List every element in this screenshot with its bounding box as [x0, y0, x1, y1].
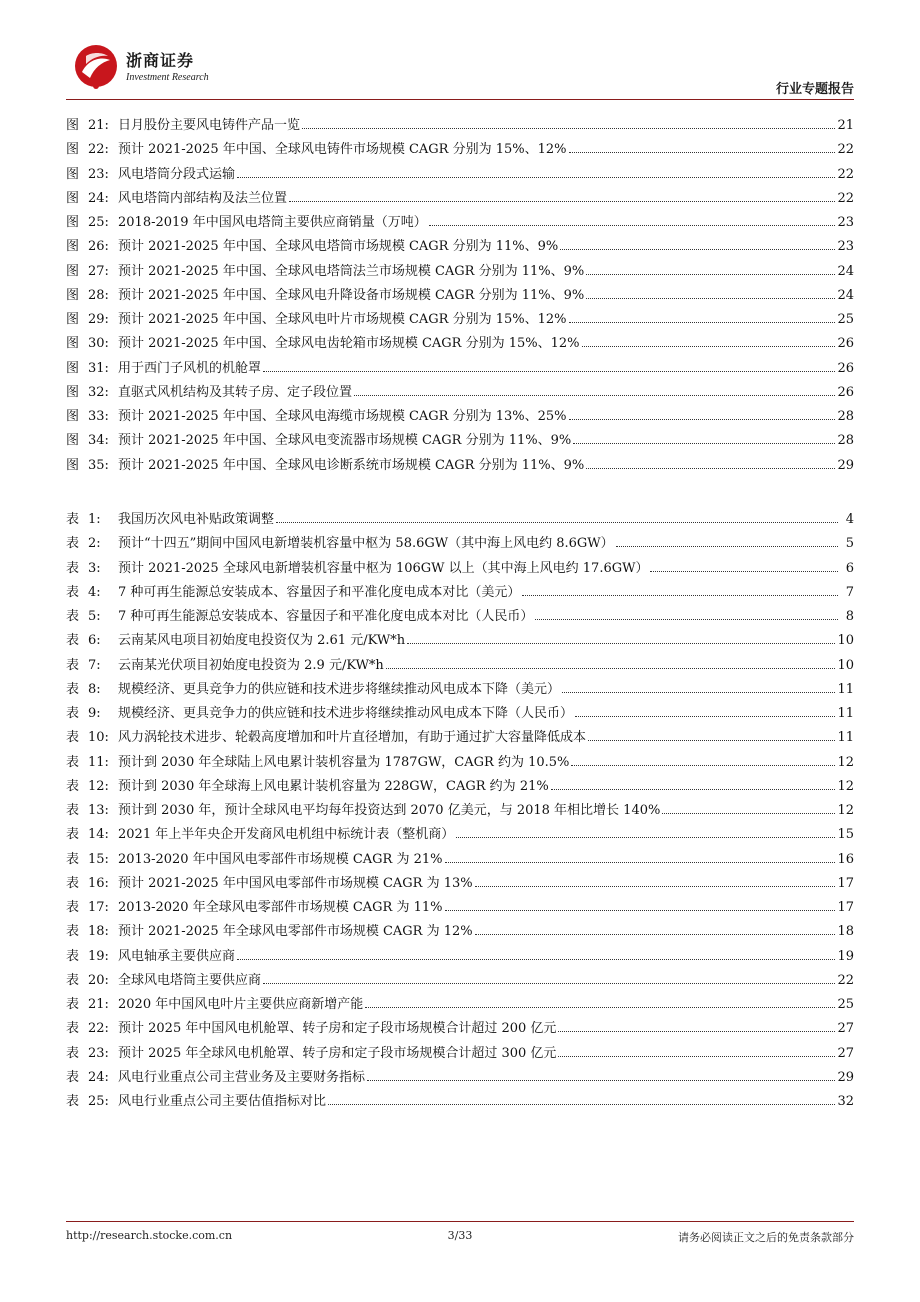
entry-kind: 图 — [66, 215, 80, 230]
entry-kind: 表 — [66, 900, 80, 915]
figure-entry[interactable] — [66, 308, 854, 332]
page-header — [0, 0, 920, 100]
entry-number: 6: — [88, 633, 101, 649]
entry-number: 23: — [88, 1045, 109, 1061]
entry-kind: 表 — [66, 1045, 80, 1061]
entry-number: 22: — [88, 142, 109, 158]
entry-page: 21 — [837, 118, 854, 133]
header-divider — [66, 99, 854, 100]
entry-page: 26 — [837, 336, 854, 352]
figure-entry[interactable] — [66, 357, 854, 381]
entry-title: 预计“十四五”期间中国风电新增装机容量中枢为 58.6GW（其中海上风电约 8.6GW） — [118, 536, 614, 552]
entry-number: 22: — [88, 1021, 109, 1037]
entry-title: 预计 2021-2025 年中国、全球风电海缆市场规模 CAGR 分别为 13%、25% — [118, 409, 567, 424]
figure-entry[interactable] — [66, 332, 854, 356]
entry-kind: 表 — [66, 681, 80, 697]
entry-title: 全球风电塔筒主要供应商 — [118, 972, 262, 988]
entry-title: 直驱式风机结构及其转子房、定子段位置 — [118, 384, 353, 400]
entry-title: 预计 2021-2025 年全球风电零部件市场规模 CAGR 为 12% — [118, 924, 473, 940]
entry-page: 22 — [837, 972, 854, 988]
brand-name-cn: 浙商证券 — [126, 51, 195, 70]
entry-number: 19: — [88, 948, 109, 964]
table-entry[interactable] — [66, 872, 854, 896]
entry-page: 7 — [845, 584, 854, 600]
entry-page: 15 — [837, 827, 854, 843]
report-type-label: 行业专题报告 — [775, 82, 854, 97]
entry-title: 预计 2021-2025 年中国、全球风电升降设备市场规模 CAGR 分别为 11%、9% — [118, 287, 585, 303]
dot-leader — [354, 395, 835, 396]
dot-leader — [407, 643, 835, 644]
entry-title: 规模经济、更具竞争力的供应链和技术进步将继续推动风电成本下降（人民币） — [118, 706, 574, 721]
entry-kind: 表 — [66, 730, 80, 746]
entry-page: 26 — [837, 384, 854, 400]
entry-kind: 图 — [66, 433, 80, 449]
table-entry[interactable] — [66, 848, 854, 872]
entry-kind: 表 — [66, 609, 80, 624]
entry-number: 32: — [88, 384, 109, 400]
dot-leader — [328, 1104, 835, 1105]
entry-title: 7 种可再生能源总安装成本、容量因子和平准化度电成本对比（人民币） — [118, 609, 534, 624]
entry-page: 29 — [837, 457, 854, 473]
dot-leader — [263, 983, 835, 984]
dot-leader — [302, 128, 835, 129]
dot-leader — [582, 346, 836, 347]
dot-leader — [650, 571, 838, 572]
dot-leader — [562, 692, 835, 693]
entry-kind: 表 — [66, 948, 80, 964]
table-entry[interactable] — [66, 726, 854, 750]
entry-number: 35: — [88, 457, 109, 473]
disclaimer-note: 请务必阅读正文之后的免责条款部分 — [678, 1231, 854, 1244]
entry-title: 预计 2025 年中国风电机舱罩、转子房和定子段市场规模合计超过 200 亿元 — [118, 1021, 557, 1037]
entry-title: 预计 2021-2025 年中国、全球风电铸件市场规模 CAGR 分别为 15%、12% — [118, 142, 567, 158]
entry-number: 16: — [88, 875, 109, 891]
dot-leader — [475, 886, 836, 887]
entry-kind: 表 — [66, 560, 80, 576]
figure-entry[interactable] — [66, 114, 854, 138]
table-entry[interactable] — [66, 702, 854, 726]
dot-leader — [558, 1031, 835, 1032]
entry-kind: 图 — [66, 457, 80, 473]
entry-number: 30: — [88, 336, 109, 352]
table-entry[interactable] — [66, 532, 854, 556]
entry-number: 28: — [88, 287, 109, 303]
footer-url[interactable]: http://research.stocke.com.cn — [66, 1229, 233, 1242]
entry-title: 风电轴承主要供应商 — [118, 948, 236, 964]
table-entry[interactable] — [66, 654, 854, 678]
page-indicator: 3/33 — [447, 1229, 473, 1242]
dot-leader — [535, 619, 838, 620]
entry-kind: 表 — [66, 875, 80, 891]
entry-number: 24: — [88, 1069, 109, 1085]
entry-title: 2013-2020 年中国风电零部件市场规模 CAGR 为 21% — [118, 851, 443, 867]
entry-kind: 表 — [66, 1021, 80, 1037]
entry-number: 25: — [88, 215, 109, 230]
entry-title: 我国历次风电补贴政策调整 — [118, 512, 275, 527]
entry-title: 预计 2021-2025 年中国、全球风电变流器市场规模 CAGR 分别为 11%、9% — [118, 433, 572, 449]
entry-kind: 图 — [66, 118, 80, 133]
table-entry[interactable] — [66, 508, 854, 532]
entry-title: 规模经济、更具竞争力的供应链和技术进步将继续推动风电成本下降（美元） — [118, 681, 561, 697]
entry-page: 25 — [837, 312, 854, 327]
entry-page: 6 — [845, 560, 854, 576]
table-entry[interactable] — [66, 678, 854, 702]
figure-entry[interactable] — [66, 211, 854, 235]
entry-kind: 表 — [66, 851, 80, 867]
dot-leader — [560, 249, 835, 250]
entry-title: 云南某光伏项目初始度电投资为 2.9 元/KW*h — [118, 657, 384, 673]
entry-number: 21: — [88, 997, 109, 1012]
entry-title: 日月股份主要风电铸件产品一览 — [118, 118, 301, 133]
entry-page: 5 — [845, 536, 854, 552]
entry-page: 19 — [837, 948, 854, 964]
entry-page: 12 — [837, 803, 854, 818]
entry-kind: 图 — [66, 142, 80, 158]
entry-kind: 图 — [66, 360, 80, 376]
entry-kind: 表 — [66, 657, 80, 673]
dot-leader — [237, 177, 835, 178]
entry-page: 29 — [837, 1069, 854, 1085]
dot-leader — [662, 813, 835, 814]
figure-entry[interactable] — [66, 260, 854, 284]
entry-page: 23 — [837, 239, 854, 255]
entry-kind: 图 — [66, 263, 80, 279]
dot-leader — [569, 322, 836, 323]
entry-number: 3: — [88, 560, 101, 576]
entry-page: 8 — [845, 609, 854, 624]
table-entry[interactable] — [66, 920, 854, 944]
entry-number: 10: — [88, 730, 109, 746]
table-entry[interactable] — [66, 823, 854, 847]
dot-leader — [558, 1056, 835, 1057]
entry-kind: 表 — [66, 584, 80, 600]
entry-kind: 图 — [66, 166, 80, 182]
entry-kind: 表 — [66, 778, 80, 794]
entry-number: 1: — [88, 512, 101, 527]
dot-leader — [429, 225, 836, 226]
entry-page: 11 — [837, 681, 854, 697]
dot-leader — [586, 468, 835, 469]
entry-page: 22 — [837, 166, 854, 182]
entry-number: 23: — [88, 166, 109, 182]
table-entry[interactable] — [66, 775, 854, 799]
table-entry[interactable] — [66, 896, 854, 920]
entry-kind: 表 — [66, 972, 80, 988]
entry-page: 11 — [837, 730, 854, 746]
figure-entry[interactable] — [66, 429, 854, 453]
entry-kind: 图 — [66, 384, 80, 400]
dot-leader — [586, 298, 835, 299]
entry-number: 17: — [88, 900, 109, 915]
entry-number: 13: — [88, 803, 109, 818]
entry-page: 22 — [837, 142, 854, 158]
entry-kind: 表 — [66, 536, 80, 552]
entry-number: 24: — [88, 190, 109, 206]
entry-number: 27: — [88, 263, 109, 279]
entry-number: 12: — [88, 778, 109, 794]
entry-title: 预计到 2030 年全球海上风电累计装机容量为 228GW，CAGR 约为 21% — [118, 778, 549, 794]
figure-entry[interactable] — [66, 454, 854, 478]
entry-number: 7: — [88, 657, 101, 673]
entry-number: 26: — [88, 239, 109, 255]
dot-leader — [289, 201, 835, 202]
dot-leader — [445, 862, 836, 863]
entry-page: 16 — [837, 851, 854, 867]
entry-number: 25: — [88, 1094, 109, 1109]
entry-kind: 表 — [66, 803, 80, 818]
entry-kind: 图 — [66, 287, 80, 303]
entry-number: 18: — [88, 924, 109, 940]
table-entry[interactable] — [66, 945, 854, 969]
entry-page: 28 — [837, 409, 854, 424]
dot-leader — [588, 740, 835, 741]
table-entry[interactable] — [66, 751, 854, 775]
entry-kind: 图 — [66, 239, 80, 255]
table-entry[interactable] — [66, 605, 854, 629]
entry-page: 32 — [837, 1094, 854, 1109]
figure-entry[interactable] — [66, 138, 854, 162]
entry-title: 风电塔筒内部结构及法兰位置 — [118, 190, 288, 206]
entry-title: 7 种可再生能源总安装成本、容量因子和平准化度电成本对比（美元） — [118, 584, 521, 600]
entry-page: 10 — [837, 657, 854, 673]
entry-title: 预计 2021-2025 年中国、全球风电齿轮箱市场规模 CAGR 分别为 15%、12% — [118, 336, 580, 352]
dot-leader — [367, 1080, 835, 1081]
figure-list — [66, 114, 854, 478]
entry-kind: 图 — [66, 312, 80, 327]
entry-title: 风电塔筒分段式运输 — [118, 166, 236, 182]
dot-leader — [575, 716, 835, 717]
entry-kind: 图 — [66, 336, 80, 352]
dot-leader — [475, 934, 836, 935]
entry-kind: 图 — [66, 190, 80, 206]
entry-number: 5: — [88, 609, 101, 624]
entry-title: 2021 年上半年央企开发商风电机组中标统计表（整机商） — [118, 827, 455, 843]
dot-leader — [522, 595, 838, 596]
table-entry[interactable] — [66, 1090, 854, 1114]
dot-leader — [276, 522, 838, 523]
table-entry[interactable] — [66, 993, 854, 1017]
entry-kind: 表 — [66, 827, 80, 843]
entry-title: 风电行业重点公司主要估值指标对比 — [118, 1094, 327, 1109]
entry-number: 31: — [88, 360, 109, 376]
dot-leader — [569, 152, 836, 153]
entry-title: 预计 2021-2025 年中国、全球风电塔筒市场规模 CAGR 分别为 11%、9% — [118, 239, 559, 255]
entry-title: 预计到 2030 年全球陆上风电累计装机容量为 1787GW，CAGR 约为 10.5% — [118, 754, 570, 770]
entry-page: 10 — [837, 633, 854, 649]
entry-title: 预计 2021-2025 年中国风电零部件市场规模 CAGR 为 13% — [118, 875, 473, 891]
entry-page: 22 — [837, 190, 854, 206]
entry-title: 2018-2019 年中国风电塔筒主要供应商销量（万吨） — [118, 215, 427, 230]
entry-page: 24 — [837, 287, 854, 303]
dot-leader — [551, 789, 836, 790]
entry-title: 2013-2020 年全球风电零部件市场规模 CAGR 为 11% — [118, 900, 443, 915]
entry-number: 34: — [88, 433, 109, 449]
figure-entry[interactable] — [66, 405, 854, 429]
brand-name-en: Investment Research — [126, 72, 209, 83]
entry-title: 风电行业重点公司主营业务及主要财务指标 — [118, 1069, 366, 1085]
entry-page: 27 — [837, 1021, 854, 1037]
entry-page: 11 — [837, 706, 854, 721]
entry-number: 29: — [88, 312, 109, 327]
dot-leader — [263, 371, 835, 372]
entry-number: 14: — [88, 827, 109, 843]
entry-title: 预计 2021-2025 全球风电新增装机容量中枢为 106GW 以上（其中海上风电约 17.6GW） — [118, 560, 649, 576]
entry-title: 预计 2025 年全球风电机舱罩、转子房和定子段市场规模合计超过 300 亿元 — [118, 1045, 557, 1061]
entry-kind: 表 — [66, 1069, 80, 1085]
dot-leader — [569, 419, 836, 420]
table-entry[interactable] — [66, 1042, 854, 1066]
entry-page: 25 — [837, 997, 854, 1012]
dot-leader — [616, 546, 838, 547]
entry-kind: 表 — [66, 633, 80, 649]
table-entry[interactable] — [66, 1066, 854, 1090]
entry-title: 预计到 2030 年，预计全球风电平均每年投资达到 2070 亿美元，与 2018 年相比增长 140% — [118, 803, 661, 818]
entry-page: 4 — [845, 512, 854, 527]
table-entry[interactable] — [66, 557, 854, 581]
table-entry[interactable] — [66, 581, 854, 605]
entry-number: 2: — [88, 536, 101, 552]
entry-page: 28 — [837, 433, 854, 449]
entry-number: 33: — [88, 409, 109, 424]
figure-entry[interactable] — [66, 163, 854, 187]
entry-kind: 表 — [66, 706, 80, 721]
entry-title: 风力涡轮技术进步、轮毂高度增加和叶片直径增加，有助于通过扩大容量降低成本 — [118, 730, 587, 746]
entry-number: 21: — [88, 118, 109, 133]
figure-entry[interactable] — [66, 381, 854, 405]
entry-page: 18 — [837, 924, 854, 940]
table-entry[interactable] — [66, 799, 854, 823]
entry-page: 17 — [837, 900, 854, 915]
dot-leader — [586, 274, 835, 275]
table-entry[interactable] — [66, 629, 854, 653]
entry-title: 用于西门子风机的机舱罩 — [118, 360, 262, 376]
entry-page: 27 — [837, 1045, 854, 1061]
dot-leader — [571, 765, 835, 766]
entry-kind: 表 — [66, 997, 80, 1012]
entry-number: 20: — [88, 972, 109, 988]
entry-title: 预计 2021-2025 年中国、全球风电叶片市场规模 CAGR 分别为 15%、12% — [118, 312, 567, 327]
entry-page: 23 — [837, 215, 854, 230]
figure-entry[interactable] — [66, 284, 854, 308]
table-list — [66, 508, 854, 1114]
entry-kind: 表 — [66, 924, 80, 940]
dot-leader — [445, 910, 836, 911]
figure-entry[interactable] — [66, 235, 854, 259]
dot-leader — [456, 837, 835, 838]
table-entry[interactable] — [66, 1017, 854, 1041]
entry-number: 9: — [88, 706, 101, 721]
entry-page: 12 — [837, 778, 854, 794]
entry-number: 15: — [88, 851, 109, 867]
entry-title: 预计 2021-2025 年中国、全球风电诊断系统市场规模 CAGR 分别为 11%、9% — [118, 457, 585, 473]
footer-divider — [66, 1221, 854, 1222]
entry-number: 11: — [88, 754, 109, 770]
entry-kind: 表 — [66, 512, 80, 527]
entry-page: 12 — [837, 754, 854, 770]
entry-kind: 表 — [66, 1094, 80, 1109]
table-entry[interactable] — [66, 969, 854, 993]
figure-entry[interactable] — [66, 187, 854, 211]
entry-number: 4: — [88, 584, 101, 600]
dot-leader — [573, 443, 835, 444]
dot-leader — [237, 959, 835, 960]
brand-logo-icon — [72, 42, 120, 90]
entry-page: 24 — [837, 263, 854, 279]
dot-leader — [365, 1007, 835, 1008]
entry-title: 云南某风电项目初始度电投资仅为 2.61 元/KW*h — [118, 633, 406, 649]
entry-page: 26 — [837, 360, 854, 376]
entry-page: 17 — [837, 875, 854, 891]
entry-kind: 图 — [66, 409, 80, 424]
entry-title: 2020 年中国风电叶片主要供应商新增产能 — [118, 997, 364, 1012]
entry-number: 8: — [88, 681, 101, 697]
dot-leader — [386, 668, 836, 669]
entry-title: 预计 2021-2025 年中国、全球风电塔筒法兰市场规模 CAGR 分别为 11%、9% — [118, 263, 585, 279]
entry-kind: 表 — [66, 754, 80, 770]
